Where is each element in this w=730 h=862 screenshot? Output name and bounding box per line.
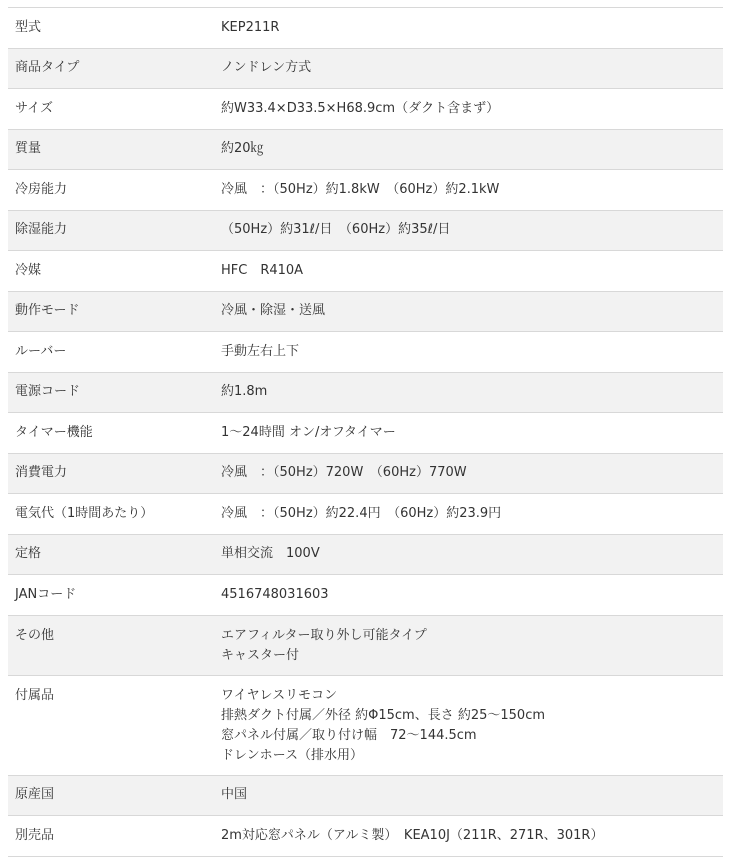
spec-value-line: 中国 [221,787,248,803]
spec-value-line: 2m対応窓パネル（アルミ製） KEA10J（211R、271R、301R） [221,827,604,843]
spec-value-line: 冷風 ：（50Hz）720W （60Hz）770W [221,465,467,481]
spec-value-line: 単相交流 100V [221,546,320,562]
spec-value [221,8,723,48]
spec-label: 電源コード [15,384,81,400]
spec-label: その他 [15,627,55,643]
spec-value-line: ドレンホース（排水用） [221,747,364,763]
spec-label: タイマー機能 [15,424,93,440]
spec-value [221,454,723,494]
spec-value-line: 4516748031603 [221,586,329,602]
spec-value [221,170,723,210]
spec-label: 動作モード [15,303,80,319]
spec-label: 定格 [15,546,42,562]
spec-value [221,292,723,332]
spec-label: 別売品 [15,827,55,843]
spec-value-line: ノンドレン方式 [221,60,312,76]
spec-value [221,535,723,575]
spec-row-timer [8,413,723,454]
spec-row-model [8,8,723,49]
spec-label: 型式 [15,19,42,35]
spec-value [221,575,723,615]
spec-row-cooling-capacity [8,170,723,211]
spec-row-accessories [8,676,723,776]
spec-value-line: 1～24時間 オン/オフタイマー [221,424,396,440]
spec-value-line: 冷風・除湿・送風 [221,303,326,319]
spec-row-other [8,616,723,676]
spec-value [221,816,723,856]
spec-value-line: エアフィルター取り外し可能タイプ [221,627,427,643]
spec-value-line: 約20㎏ [221,141,264,157]
spec-value-line: 排熱ダクト付属／外径 約Φ15cm、長さ 約25～150cm [221,707,546,723]
spec-label: 冷房能力 [15,181,68,197]
spec-label: ルーバー [15,343,67,359]
spec-value [221,676,723,766]
spec-label: 消費電力 [15,465,68,481]
spec-row-operation-mode [8,292,723,333]
spec-value-line: （50Hz）約31ℓ/日 （60Hz）約35ℓ/日 [221,222,451,238]
spec-row-product-type [8,49,723,90]
spec-label: 原産国 [15,787,55,803]
spec-row-power-cord [8,373,723,414]
spec-value [221,130,723,170]
spec-value-line: 約W33.4×D33.5×H68.9cm（ダクト含まず） [221,100,500,116]
spec-value [221,89,723,129]
spec-label: 質量 [15,141,42,157]
spec-label: 商品タイプ [15,60,80,76]
spec-value-line: 手動左右上下 [221,343,300,359]
spec-value [221,373,723,413]
spec-row-electricity-cost [8,494,723,535]
spec-row-louver [8,332,723,373]
spec-row-refrigerant [8,251,723,292]
spec-value [221,49,723,89]
spec-row-rating [8,535,723,576]
spec-value-line: 冷風 ：（50Hz）約1.8kW （60Hz）約2.1kW [221,181,500,197]
spec-value-line: キャスター付 [221,647,300,663]
spec-value-line: KEP211R [221,19,280,35]
spec-row-sold-separately [8,816,723,857]
spec-label: JANコード [15,586,77,602]
spec-value [221,776,723,816]
spec-value-line: 約1.8m [221,384,268,400]
spec-value-line: 冷風 ：（50Hz）約22.4円 （60Hz）約23.9円 [221,505,502,521]
spec-value-line: ワイヤレスリモコン [221,687,338,703]
spec-table [8,7,723,857]
spec-value-line: HFC R410A [221,262,304,278]
spec-label: 電気代（1時間あたり） [15,505,154,521]
spec-label: 冷媒 [15,262,42,278]
spec-value [221,211,723,251]
spec-value [221,251,723,291]
spec-value [221,616,723,666]
spec-value-line: 窓パネル付属／取り付け幅 72～144.5cm [221,727,477,743]
spec-row-dehumidifying-capacity [8,211,723,252]
spec-value [221,494,723,534]
spec-label: 付属品 [15,687,55,703]
spec-row-size [8,89,723,130]
spec-value [221,332,723,372]
spec-label: サイズ [15,100,53,116]
spec-value [221,413,723,453]
spec-row-jan-code [8,575,723,616]
spec-row-power-consumption [8,454,723,495]
spec-row-weight [8,130,723,171]
spec-row-country-of-origin [8,776,723,817]
spec-label: 除湿能力 [15,222,68,238]
